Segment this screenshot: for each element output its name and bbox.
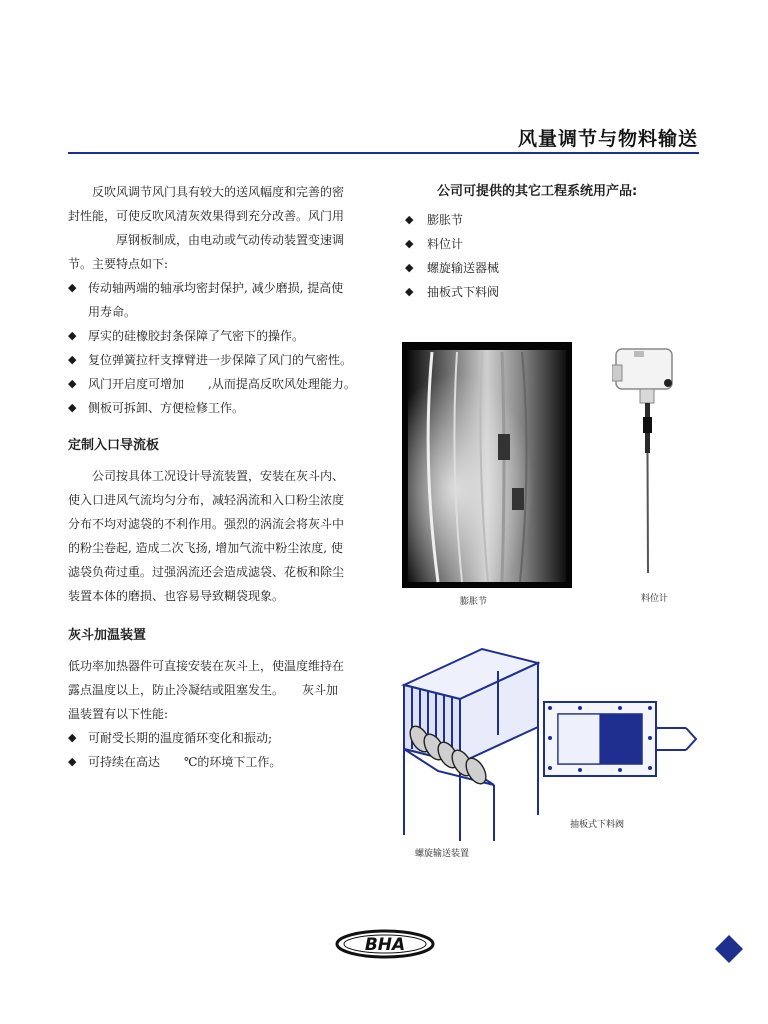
hopper-line: 低功率加热器件可直接安装在灰斗上，使温度维持在 [68, 659, 345, 673]
expansion-joint-caption: 膨胀节 [460, 597, 488, 607]
products-list [405, 208, 705, 304]
slide-valve-caption: 抽板式下料阀 [570, 820, 625, 830]
intro-line-2: 封性能，可使反吹风清灰效果得到充分改善。风门用 [68, 209, 345, 223]
product-item: ◆ 膨胀节 [405, 208, 705, 232]
feature-item-continuation: 用寿命。 [88, 305, 137, 319]
left-column [68, 180, 368, 774]
bullet-diamond-icon: ◆ [68, 281, 77, 294]
inlet-line: 公司按具体工况设计导流装置，安装在灰斗内、 [92, 469, 345, 483]
product-item: ◆ 料位计 [405, 232, 705, 256]
bha-logo [335, 928, 435, 960]
screw-conveyor-caption: 螺旋输送装置 [415, 849, 470, 859]
expansion-joint-photo [402, 342, 572, 588]
bullet-diamond-icon: ◆ [405, 285, 414, 298]
intro-line-3: 厚钢板制成，由电动或气动传动装置变速调 [116, 233, 345, 247]
product-item: ◆ 螺旋输送器械 [405, 256, 705, 280]
hopper-line: 温装置有以下性能: [68, 707, 169, 721]
inlet-line: 使入口进风气流均匀分布，减轻涡流和入口粉尘浓度 [68, 493, 345, 507]
right-column [405, 180, 705, 304]
corner-diamond-icon [714, 934, 744, 964]
section-heading-inlet: 定制入口导流板 [68, 438, 160, 453]
bullet-diamond-icon: ◆ [68, 329, 77, 342]
feature-item: ◆ 风门开启度可增加 ,从而提高反吹风处理能力。 [68, 372, 368, 396]
feature-list [68, 276, 368, 420]
product-item: ◆ 抽板式下料阀 [405, 280, 705, 304]
hopper-feature-item: ◆ 可持续在高达 ℃的环境下工作。 [68, 750, 368, 774]
feature-item: ◆ 复位弹簧拉杆支撑臂进一步保障了风门的气密性。 [68, 348, 368, 372]
logo-text: BHA [364, 935, 406, 955]
level-gauge-photo [612, 345, 692, 580]
intro-line-1: 反吹风调节风门具有较大的送风幅度和完善的密 [92, 185, 345, 199]
intro-line-4: 节。主要特点如下: [68, 257, 169, 271]
bullet-diamond-icon: ◆ [68, 755, 77, 768]
bullet-diamond-icon: ◆ [68, 731, 77, 744]
level-gauge-caption: 料位计 [641, 594, 669, 604]
bullet-diamond-icon: ◆ [68, 353, 77, 366]
section-heading-hopper: 灰斗加温装置 [68, 628, 147, 643]
inlet-line: 滤袋负荷过重。过强涡流还会造成滤袋、花板和除尘 [68, 565, 345, 579]
hopper-feature-item: ◆ 可耐受长期的温度循环变化和振动; [68, 726, 368, 750]
bullet-diamond-icon: ◆ [405, 213, 414, 226]
inlet-line: 分布不均对滤袋的不利作用。强烈的涡流会将灰斗中 [68, 517, 345, 531]
hopper-line: 露点温度以上，防止冷凝结或阻塞发生。 灰斗加 [68, 683, 339, 697]
hopper-feature-list [68, 726, 368, 774]
title-rule [68, 152, 699, 154]
bullet-diamond-icon: ◆ [405, 237, 414, 250]
page-title: 风量调节与物料输送 [517, 128, 698, 150]
inlet-line: 的粉尘卷起, 造成二次飞扬, 增加气流中粉尘浓度, 使 [68, 541, 343, 555]
bullet-diamond-icon: ◆ [68, 377, 77, 390]
bullet-diamond-icon: ◆ [405, 261, 414, 274]
screw-conveyor-illustration [398, 645, 540, 843]
bullet-diamond-icon: ◆ [68, 401, 77, 414]
slide-valve-illustration [540, 698, 700, 780]
products-heading: 公司可提供的其它工程系统用产品: [437, 184, 638, 199]
inlet-line: 装置本体的磨损、也容易导致糊袋现象。 [68, 589, 285, 603]
feature-item: ◆ 传动轴两端的轴承均密封保护, 减少磨损, 提高使 [68, 276, 368, 300]
feature-item: ◆ 厚实的硅橡胶封条保障了气密下的操作。 [68, 324, 368, 348]
feature-item: ◆ 侧板可拆卸、方便检修工作。 [68, 396, 368, 420]
